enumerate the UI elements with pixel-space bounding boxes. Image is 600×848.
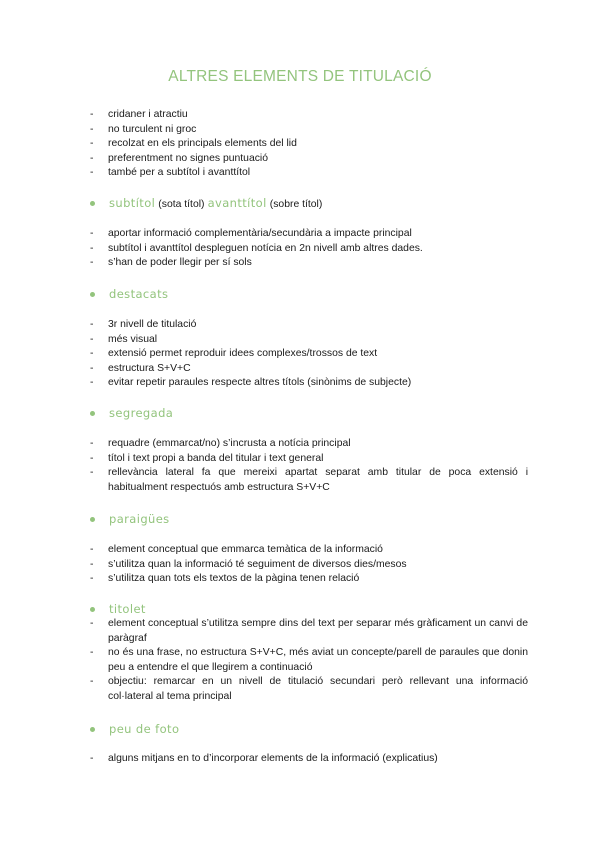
list-item: - rellevància lateral fa que mereixi apartat separat amb titular de poca extensió i habitualment respectuós amb estructura S+V+C [90, 466, 528, 495]
list-item: - requadre (emmarcat/no) s’incrusta a notícia principal [90, 437, 528, 452]
list-item: - recolzat en els principals elements del lid [90, 137, 528, 152]
list-item: - títol i text propi a banda del titular i text general [90, 452, 528, 467]
list-item: - evitar repetir paraules respecte altres títols (sinònims de subjecte) [90, 376, 528, 391]
section-heading-subtitol [90, 195, 322, 213]
list-item: - no turculent ni groc [90, 123, 528, 138]
page-title: ALTRES ELEMENTS DE TITULACIÓ [168, 68, 432, 85]
list-item: - també per a subtítol i avanttítol [90, 166, 528, 181]
list-item: - preferentment no signes puntuació [90, 152, 528, 167]
segregada-list [90, 437, 528, 495]
peu-list [90, 752, 528, 767]
heading-term: subtítol [109, 196, 156, 210]
heading-term: peu de foto [109, 722, 180, 736]
section-heading-segregada [90, 405, 173, 422]
subtitol-list [90, 227, 528, 271]
bullet-icon [90, 411, 95, 416]
list-item: - subtítol i avanttítol despleguen notícia en 2n nivell amb altres dades. [90, 242, 528, 257]
list-item: - 3r nivell de titulació [90, 318, 528, 333]
intro-list-block [90, 108, 528, 181]
intro-list [90, 108, 528, 181]
list-item: - aportar informació complementària/secundària a impacte principal [90, 227, 528, 242]
paraigues-list-block [90, 543, 528, 587]
bullet-icon [90, 201, 95, 206]
subtitol-list-block [90, 227, 528, 271]
section-heading-paraigues [90, 511, 170, 528]
section-heading-destacats [90, 286, 168, 303]
list-item: - s’utilitza quan la informació té seguiment de diversos dies/mesos [90, 558, 528, 573]
list-item: - element conceptual s’utilitza sempre dins del text per separar més gràficament un canvi de paràgraf [90, 617, 528, 646]
bullet-icon [90, 517, 95, 522]
heading-paren: (sota títol) [158, 199, 205, 210]
heading-paren: (sobre títol) [269, 199, 323, 210]
peu-list-block [90, 752, 528, 767]
list-item: - alguns mitjans en to d’incorporar elements de la informació (explicatius) [90, 752, 528, 767]
list-item: - cridaner i atractiu [90, 108, 528, 123]
list-item: - element conceptual que emmarca temàtica de la informació [90, 543, 528, 558]
paraigues-list [90, 543, 528, 587]
heading-term: destacats [109, 287, 169, 301]
heading-term: paraigües [109, 512, 170, 526]
heading-term: segregada [109, 406, 174, 420]
list-item: - objectiu: remarcar en un nivell de titulació secundari però rellevant una informació col·lateral al tema principal [90, 675, 528, 704]
heading-term: titolet [109, 602, 146, 616]
list-item: - s’han de poder llegir per sí sols [90, 256, 528, 271]
titolet-list-block [90, 617, 528, 705]
list-item: - estructura S+V+C [90, 362, 528, 377]
titolet-list [90, 617, 528, 705]
bullet-icon [90, 727, 95, 732]
destacats-list [90, 318, 528, 391]
bullet-icon [90, 607, 95, 612]
destacats-list-block [90, 318, 528, 391]
section-heading-titolet [90, 601, 146, 618]
heading-term: avanttítol [207, 196, 267, 210]
list-item: - no és una frase, no estructura S+V+C, més aviat un concepte/parell de paraules que donin peu a entendre el que llegirem a continuació [90, 646, 528, 675]
list-item: - extensió permet reproduir idees complexes/trossos de text [90, 347, 528, 362]
bullet-icon [90, 292, 95, 297]
segregada-list-block [90, 437, 528, 495]
list-item: - més visual [90, 333, 528, 348]
section-heading-peu-de-foto [90, 721, 179, 738]
list-item: - s’utilitza quan tots els textos de la pàgina tenen relació [90, 572, 528, 587]
